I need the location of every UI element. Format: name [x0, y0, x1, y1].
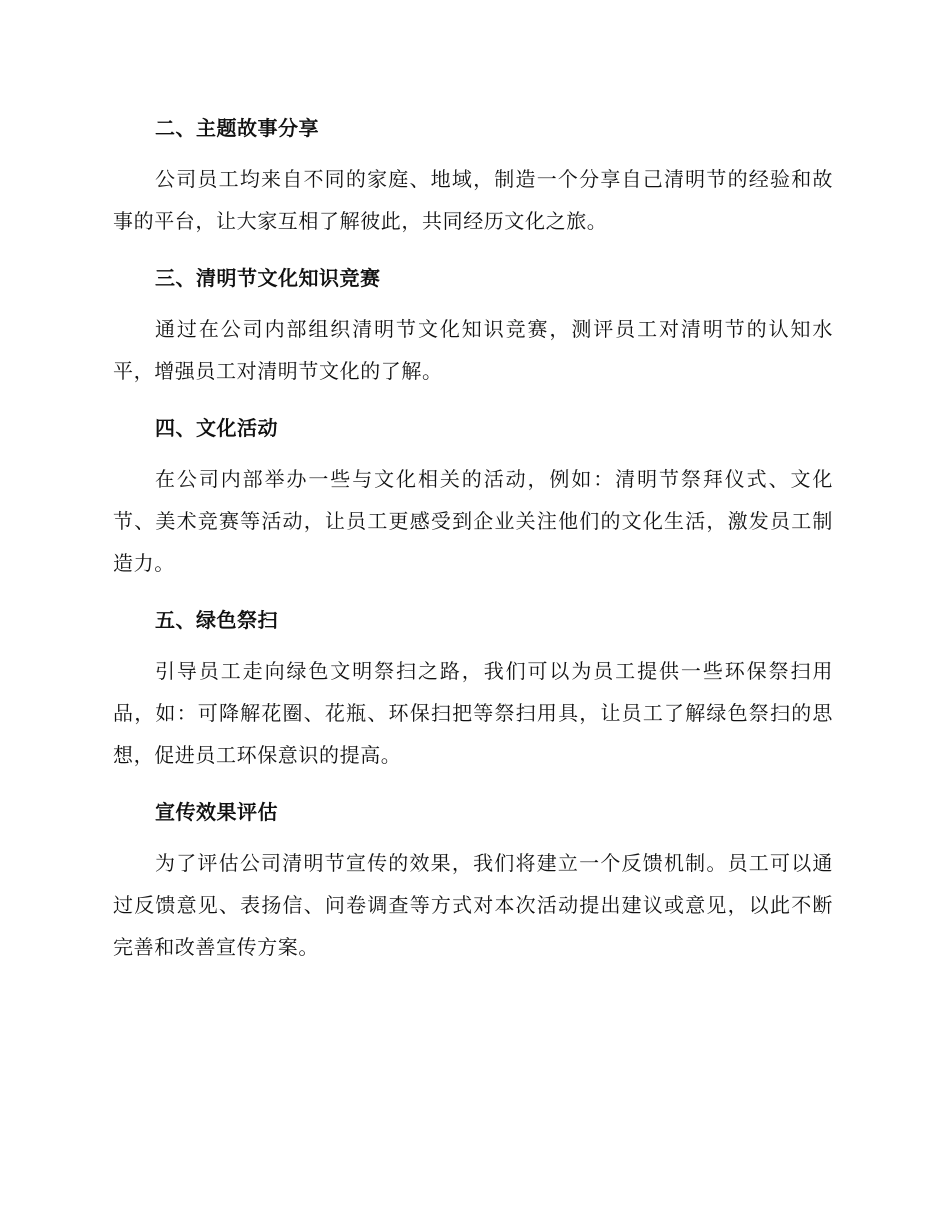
section-heading: 三、清明节文化知识竞赛	[155, 266, 381, 290]
section-paragraph: 通过在公司内部组织清明节文化知识竞赛，测评员工对清明节的认知水平，增强员工对清明节文化的了解。	[113, 317, 833, 383]
section-heading: 四、文化活动	[155, 416, 278, 440]
section-story-sharing	[113, 108, 833, 242]
section-heading: 五、绿色祭扫	[155, 608, 278, 632]
section-paragraph: 在公司内部举办一些与文化相关的活动，例如：清明节祭拜仪式、文化节、美术竞赛等活动，让员工更感受到企业关注他们的文化生活，激发员工制造力。	[113, 467, 833, 575]
section-effect-evaluation	[113, 792, 833, 968]
section-paragraph: 为了评估公司清明节宣传的效果，我们将建立一个反馈机制。员工可以通过反馈意见、表扬信、问卷调查等方式对本次活动提出建议或意见，以此不断完善和改善宣传方案。	[113, 851, 833, 959]
section-green-tomb-sweeping	[113, 600, 833, 776]
section-paragraph: 引导员工走向绿色文明祭扫之路，我们可以为员工提供一些环保祭扫用品，如：可降解花圈、花瓶、环保扫把等祭扫用具，让员工了解绿色祭扫的思想，促进员工环保意识的提高。	[113, 659, 833, 767]
section-cultural-activities	[113, 408, 833, 584]
section-knowledge-contest	[113, 258, 833, 392]
section-heading: 宣传效果评估	[155, 800, 278, 824]
section-paragraph: 公司员工均来自不同的家庭、地域，制造一个分享自己清明节的经验和故事的平台，让大家互相了解彼此，共同经历文化之旅。	[113, 167, 833, 233]
section-heading: 二、主题故事分享	[155, 116, 319, 140]
document-body	[113, 108, 833, 984]
